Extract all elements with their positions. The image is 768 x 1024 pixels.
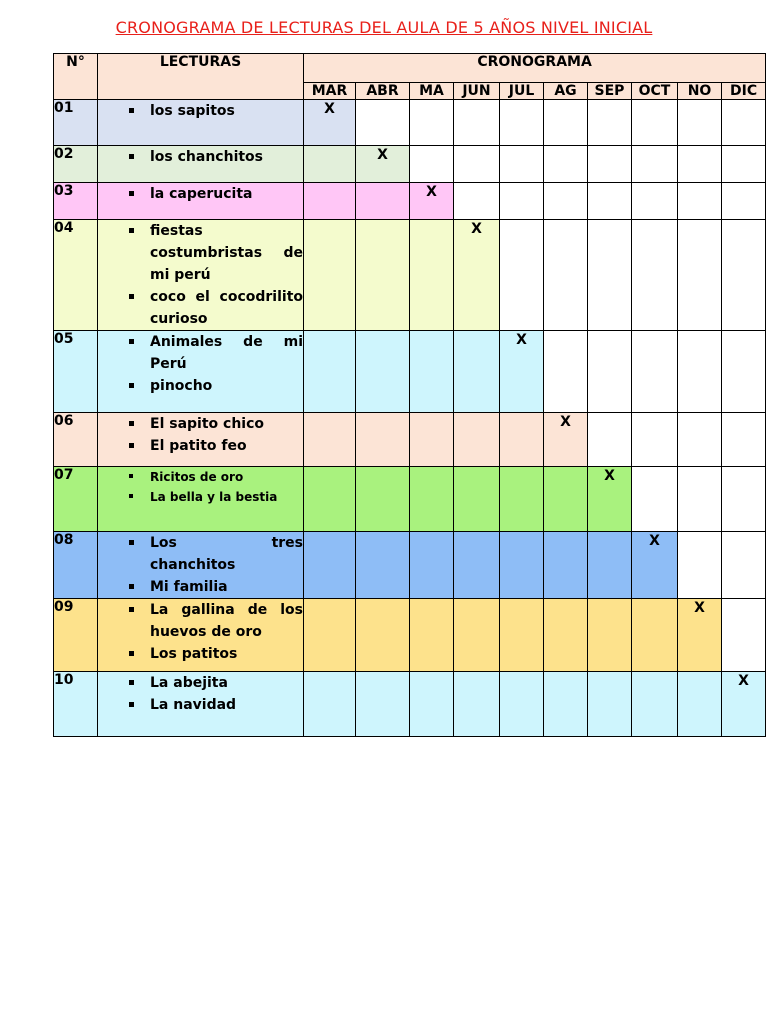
month-cell bbox=[500, 532, 544, 599]
month-cell bbox=[356, 100, 410, 146]
table-row bbox=[54, 413, 766, 467]
month-cell bbox=[722, 220, 766, 331]
reading-list bbox=[98, 599, 303, 665]
month-cell bbox=[588, 100, 632, 146]
reading-list-cell bbox=[98, 599, 304, 672]
month-cell bbox=[632, 413, 678, 467]
reading-list-cell bbox=[98, 532, 304, 599]
month-cell bbox=[356, 672, 410, 737]
month-cell bbox=[454, 599, 500, 672]
reading-item: La bella y la bestia bbox=[98, 487, 303, 507]
reading-list bbox=[98, 220, 303, 330]
month-cell bbox=[304, 532, 356, 599]
reading-list-cell bbox=[98, 183, 304, 220]
reading-item: coco el cocodrilito curioso bbox=[98, 286, 303, 330]
month-cell bbox=[544, 220, 588, 331]
month-cell bbox=[588, 183, 632, 220]
month-cell bbox=[304, 413, 356, 467]
month-cell bbox=[500, 100, 544, 146]
month-cell bbox=[722, 467, 766, 532]
table-row bbox=[54, 220, 766, 331]
reading-item: Animales de mi Perú bbox=[98, 331, 303, 375]
reading-list-cell bbox=[98, 100, 304, 146]
month-cell bbox=[454, 467, 500, 532]
month-cell bbox=[454, 413, 500, 467]
month-cell bbox=[632, 220, 678, 331]
month-cell bbox=[500, 672, 544, 737]
month-cell bbox=[410, 100, 454, 146]
row-number: 05 bbox=[54, 331, 98, 413]
row-number: 06 bbox=[54, 413, 98, 467]
month-cell bbox=[588, 146, 632, 183]
month-cell bbox=[410, 413, 454, 467]
month-cell bbox=[544, 467, 588, 532]
header-cronograma: CRONOGRAMA bbox=[304, 54, 766, 83]
month-cell bbox=[544, 532, 588, 599]
schedule-body bbox=[54, 100, 766, 737]
month-cell bbox=[356, 183, 410, 220]
month-cell bbox=[722, 532, 766, 599]
month-cell bbox=[454, 146, 500, 183]
month-cell bbox=[588, 331, 632, 413]
month-cell bbox=[356, 413, 410, 467]
month-header: OCT bbox=[632, 83, 678, 100]
month-cell bbox=[544, 183, 588, 220]
month-cell bbox=[678, 599, 722, 672]
reading-list-cell bbox=[98, 672, 304, 737]
reading-list bbox=[98, 413, 303, 457]
schedule-mark: X bbox=[604, 468, 615, 484]
month-cell bbox=[544, 599, 588, 672]
month-cell bbox=[678, 672, 722, 737]
month-cell bbox=[454, 220, 500, 331]
month-cell bbox=[722, 183, 766, 220]
schedule-mark: X bbox=[324, 101, 335, 117]
reading-item: la caperucita bbox=[98, 183, 303, 205]
month-cell bbox=[500, 220, 544, 331]
month-cell bbox=[588, 599, 632, 672]
month-cell bbox=[500, 413, 544, 467]
month-cell bbox=[632, 146, 678, 183]
month-cell bbox=[678, 100, 722, 146]
reading-item: Los patitos bbox=[98, 643, 303, 665]
month-cell bbox=[500, 146, 544, 183]
reading-list bbox=[98, 183, 303, 205]
month-cell bbox=[678, 413, 722, 467]
month-cell bbox=[356, 599, 410, 672]
reading-list bbox=[98, 146, 303, 168]
reading-list-cell bbox=[98, 331, 304, 413]
month-cell bbox=[632, 467, 678, 532]
month-cell bbox=[410, 467, 454, 532]
month-cell bbox=[410, 672, 454, 737]
reading-item: los chanchitos bbox=[98, 146, 303, 168]
table-row bbox=[54, 532, 766, 599]
table-row bbox=[54, 100, 766, 146]
month-cell bbox=[588, 413, 632, 467]
month-cell bbox=[304, 146, 356, 183]
month-cell bbox=[356, 467, 410, 532]
month-cell bbox=[410, 220, 454, 331]
month-cell bbox=[588, 467, 632, 532]
row-number: 01 bbox=[54, 100, 98, 146]
table-row bbox=[54, 599, 766, 672]
reading-list bbox=[98, 467, 303, 507]
reading-item: los sapitos bbox=[98, 100, 303, 122]
reading-list bbox=[98, 100, 303, 122]
month-cell bbox=[632, 532, 678, 599]
month-cell bbox=[454, 331, 500, 413]
month-cell bbox=[410, 532, 454, 599]
schedule-mark: X bbox=[738, 673, 749, 689]
month-cell bbox=[722, 413, 766, 467]
month-cell bbox=[410, 146, 454, 183]
month-cell bbox=[678, 467, 722, 532]
reading-item: Los tres chanchitos bbox=[98, 532, 303, 576]
month-cell bbox=[304, 100, 356, 146]
reading-list bbox=[98, 672, 303, 716]
month-cell bbox=[304, 672, 356, 737]
reading-item: Ricitos de oro bbox=[98, 467, 303, 487]
month-cell bbox=[588, 672, 632, 737]
month-cell bbox=[544, 413, 588, 467]
month-cell bbox=[304, 183, 356, 220]
month-cell bbox=[356, 532, 410, 599]
header-number: N° bbox=[54, 54, 98, 100]
reading-item: pinocho bbox=[98, 375, 303, 397]
schedule-mark: X bbox=[649, 533, 660, 549]
month-cell bbox=[454, 672, 500, 737]
month-header: MA bbox=[410, 83, 454, 100]
month-cell bbox=[410, 331, 454, 413]
month-cell bbox=[678, 331, 722, 413]
reading-list-cell bbox=[98, 220, 304, 331]
month-cell bbox=[500, 467, 544, 532]
month-cell bbox=[544, 100, 588, 146]
table-row bbox=[54, 331, 766, 413]
month-header: ABR bbox=[356, 83, 410, 100]
table-row bbox=[54, 183, 766, 220]
month-cell bbox=[632, 100, 678, 146]
month-cell bbox=[410, 599, 454, 672]
reading-schedule-table bbox=[53, 53, 766, 737]
schedule-mark: X bbox=[377, 147, 388, 163]
reading-item: fiestas costumbristas de mi perú bbox=[98, 220, 303, 286]
reading-item: La navidad bbox=[98, 694, 303, 716]
month-cell bbox=[722, 146, 766, 183]
month-cell bbox=[500, 183, 544, 220]
reading-item: La gallina de los huevos de oro bbox=[98, 599, 303, 643]
month-cell bbox=[678, 532, 722, 599]
month-header: SEP bbox=[588, 83, 632, 100]
month-header: JUN bbox=[454, 83, 500, 100]
month-cell bbox=[722, 331, 766, 413]
month-header: DIC bbox=[722, 83, 766, 100]
month-cell bbox=[304, 331, 356, 413]
month-cell bbox=[722, 672, 766, 737]
month-cell bbox=[304, 467, 356, 532]
reading-list-cell bbox=[98, 146, 304, 183]
schedule-mark: X bbox=[471, 221, 482, 237]
month-cell bbox=[678, 146, 722, 183]
month-cell bbox=[454, 100, 500, 146]
table-row bbox=[54, 672, 766, 737]
reading-list bbox=[98, 532, 303, 598]
month-cell bbox=[500, 599, 544, 672]
header-lecturas: LECTURAS bbox=[98, 54, 304, 100]
schedule-mark: X bbox=[694, 600, 705, 616]
month-cell bbox=[588, 532, 632, 599]
month-header: NO bbox=[678, 83, 722, 100]
month-cell bbox=[304, 599, 356, 672]
month-cell bbox=[678, 220, 722, 331]
schedule-mark: X bbox=[516, 332, 527, 348]
row-number: 08 bbox=[54, 532, 98, 599]
row-number: 04 bbox=[54, 220, 98, 331]
month-cell bbox=[356, 220, 410, 331]
month-cell bbox=[356, 146, 410, 183]
month-cell bbox=[632, 599, 678, 672]
month-cell bbox=[304, 220, 356, 331]
row-number: 03 bbox=[54, 183, 98, 220]
month-cell bbox=[678, 183, 722, 220]
reading-item: La abejita bbox=[98, 672, 303, 694]
table-row bbox=[54, 467, 766, 532]
row-number: 10 bbox=[54, 672, 98, 737]
month-cell bbox=[722, 599, 766, 672]
month-cell bbox=[544, 672, 588, 737]
page-title: CRONOGRAMA DE LECTURAS DEL AULA DE 5 AÑOS NIVEL INICIAL bbox=[115, 18, 653, 37]
month-cell bbox=[544, 331, 588, 413]
month-cell bbox=[500, 331, 544, 413]
month-cell bbox=[356, 331, 410, 413]
row-number: 07 bbox=[54, 467, 98, 532]
month-header: AG bbox=[544, 83, 588, 100]
reading-item: El sapito chico bbox=[98, 413, 303, 435]
month-cell bbox=[632, 183, 678, 220]
month-cell bbox=[632, 672, 678, 737]
row-number: 02 bbox=[54, 146, 98, 183]
reading-item: El patito feo bbox=[98, 435, 303, 457]
reading-list-cell bbox=[98, 467, 304, 532]
month-header: JUL bbox=[500, 83, 544, 100]
schedule-mark: X bbox=[426, 184, 437, 200]
month-cell bbox=[454, 532, 500, 599]
schedule-mark: X bbox=[560, 414, 571, 430]
table-row bbox=[54, 146, 766, 183]
reading-list bbox=[98, 331, 303, 397]
row-number: 09 bbox=[54, 599, 98, 672]
month-header: MAR bbox=[304, 83, 356, 100]
month-cell bbox=[410, 183, 454, 220]
reading-list-cell bbox=[98, 413, 304, 467]
month-cell bbox=[632, 331, 678, 413]
month-cell bbox=[544, 146, 588, 183]
month-cell bbox=[454, 183, 500, 220]
month-cell bbox=[588, 220, 632, 331]
reading-item: Mi familia bbox=[98, 576, 303, 598]
month-cell bbox=[722, 100, 766, 146]
